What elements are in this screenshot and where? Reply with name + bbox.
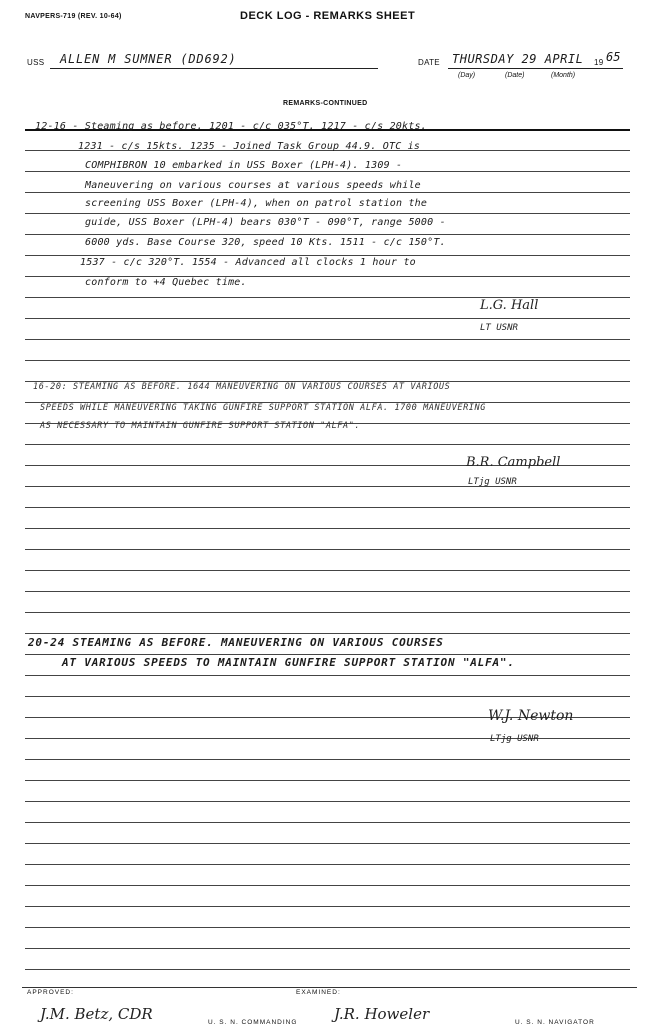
approved-signature: J.M. Betz, CDR [40,1005,153,1023]
ship-underline [50,68,378,69]
entry-line: 1231 - c/s 15kts. 1235 - Joined Task Group 44.9. OTC is [78,141,421,152]
examined-signature: J.R. Howeler [334,1005,430,1023]
date-label: DATE [418,58,440,67]
navigator-label: U. S. N. NAVIGATOR [515,1019,595,1026]
entry-line: AT VARIOUS SPEEDS TO MAINTAIN GUNFIRE SUPPORT STATION "ALFA". [62,656,515,669]
ship-name: ALLEN M SUMNER (DD692) [60,52,237,66]
signature-officer-2: B.R. Campbell [466,455,561,470]
rank-officer-1: LT USNR [480,323,518,333]
signature-officer-3: W.J. Newton [488,708,574,724]
footer-divider [22,987,637,988]
sub-month: (Month) [551,72,576,79]
rank-officer-2: LTjg USNR [468,477,517,487]
year-prefix: 19 [594,58,604,67]
page-title: DECK LOG - REMARKS SHEET [240,10,416,22]
entry-line: screening USS Boxer (LPH-4), when on patrol station the [85,198,428,209]
entry-line: SPEEDS WHILE MANEUVERING TAKING GUNFIRE SUPPORT STATION ALFA. 1700 MANEUVERING [40,403,486,413]
rank-officer-3: LTjg USNR [490,734,539,744]
entry-line: AS NECESSARY TO MAINTAIN GUNFIRE SUPPORT STATION "ALFA". [40,421,361,431]
signature-officer-1: L.G. Hall [480,298,539,313]
approved-label: APPROVED: [27,989,74,996]
entry-line: 12-16 - Steaming as before. 1201 - c/c 035°T. 1217 - c/s 20kts. [35,121,427,132]
entry-line: COMPHIBRON 10 embarked in USS Boxer (LPH-4). 1309 - [85,160,403,171]
entry-line: 6000 yds. Base Course 320, speed 10 Kts. 1511 - c/c 150°T. [85,237,446,248]
commanding-label: U. S. N. COMMANDING [208,1019,298,1026]
year-suffix: 65 [606,50,621,64]
form-id: NAVPERS-719 (REV. 10-64) [25,13,122,20]
entry-line: 1537 - c/c 320°T. 1554 - Advanced all clocks 1 hour to [80,257,416,268]
examined-label: EXAMINED: [296,989,341,996]
entry-line: 20-24 STEAMING AS BEFORE. MANEUVERING ON VARIOUS COURSES [28,636,444,649]
sub-date: (Date) [505,72,525,79]
entry-line: conform to +4 Quebec time. [85,277,247,288]
section-title: REMARKS-CONTINUED [283,100,368,107]
sub-day: (Day) [458,72,476,79]
entry-line: guide, USS Boxer (LPH-4) bears 030°T - 090°T, range 5000 - [85,217,446,228]
ship-prefix-label: USS [27,58,45,67]
entry-line: Maneuvering on various courses at various speeds while [85,180,421,191]
entry-line: 16-20: STEAMING AS BEFORE. 1644 MANEUVERING ON VARIOUS COURSES AT VARIOUS [33,382,451,392]
date-underline [448,68,623,69]
date-value: THURSDAY 29 APRIL [452,52,584,66]
